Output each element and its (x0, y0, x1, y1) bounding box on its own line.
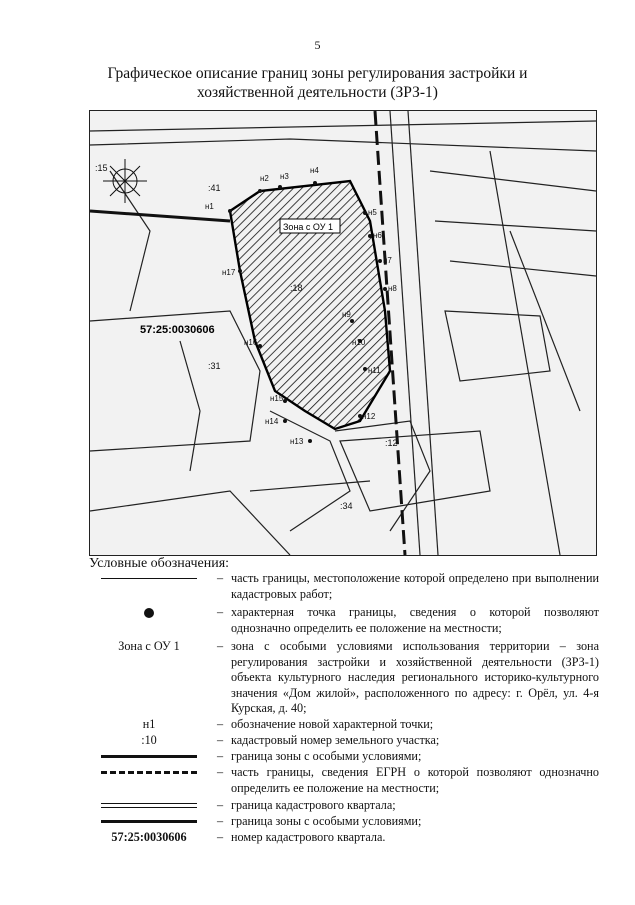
svg-text:н1: н1 (205, 202, 214, 211)
double-line-icon (89, 798, 209, 813)
page-title: Графическое описание границ зоны регулирования застройки и хозяйственной деятельности (ЗРЗ-1) (107, 65, 528, 101)
svg-text:н7: н7 (383, 256, 392, 265)
svg-text:н4: н4 (310, 166, 319, 175)
zone-symbol: Зона с ОУ 1 (118, 639, 180, 653)
svg-text:н14: н14 (265, 417, 279, 426)
quarter-label: 57:25:0030606 (140, 324, 215, 336)
legend-item-quarter-number: 57:25:0030606 – номер кадастрового квартала. (89, 830, 599, 846)
svg-text:н11: н11 (368, 366, 381, 375)
legend-item-parcel-number: :10 – кадастровый номер земельного участка; (89, 733, 599, 749)
dashed-line-icon (89, 765, 209, 780)
svg-text::18: :18 (290, 283, 303, 293)
point-label-symbol: н1 (142, 717, 156, 731)
legend-item-new-point: н1 – обозначение новой характерной точки; (89, 717, 599, 733)
legend-heading: Условные обозначения: (89, 556, 230, 571)
svg-text::41: :41 (208, 183, 221, 193)
svg-text:н3: н3 (280, 172, 289, 181)
svg-text:н9: н9 (342, 310, 351, 319)
svg-text:н16: н16 (244, 338, 258, 347)
cadastral-map (89, 110, 597, 556)
svg-text:н5: н5 (368, 208, 377, 217)
page-number: 5 (314, 38, 321, 52)
quarter-number-symbol: 57:25:0030606 (111, 830, 187, 844)
legend-item-cadastral-works-boundary: – часть границы, местоположение которой определено при выполнении кадастровых работ; (89, 571, 599, 605)
svg-text::15: :15 (95, 163, 108, 173)
svg-text:н12: н12 (362, 412, 376, 421)
svg-text:н2: н2 (260, 174, 269, 183)
zone-label: Зона с ОУ 1 (283, 222, 333, 232)
svg-text:н17: н17 (222, 268, 236, 277)
svg-text::12: :12 (385, 438, 398, 448)
legend (89, 571, 599, 846)
parcel-number-symbol: :10 (141, 733, 157, 747)
legend-item-characteristic-point: – характерная точка границы, сведения о которой позволяют однозначно определить ее положение на местности; (89, 605, 599, 639)
point-icon (89, 605, 209, 620)
svg-text:н13: н13 (290, 437, 304, 446)
thick-line-icon (89, 814, 209, 829)
svg-text:н6: н6 (373, 231, 382, 240)
legend-item-zone: Зона с ОУ 1 – зона с особыми условиями использования территории – зона регулирования застройки и хозяйственной деятельности (ЗРЗ-1) объекта культурного наследия регионального историко-культурного значения «Дом жилой», расположенного по адресу: г. Орёл, ул. 4-я Курская, д. 40; (89, 639, 599, 717)
svg-text:н15: н15 (270, 394, 284, 403)
legend-item-zone-boundary: – граница зоны с особыми условиями; (89, 749, 599, 765)
thick-line-icon (89, 749, 209, 764)
svg-text::34: :34 (340, 501, 353, 511)
legend-item-egrn-boundary: – часть границы, сведения ЕГРН о которой позволяют однозначно определить ее положение на местности; (89, 765, 599, 798)
svg-text:н8: н8 (388, 284, 397, 293)
svg-text:н10: н10 (352, 338, 366, 347)
legend-item-zone-boundary-2: – граница зоны с особыми условиями; (89, 814, 599, 830)
svg-text::31: :31 (208, 361, 221, 371)
thin-line-icon (89, 571, 209, 586)
legend-item-quarter-boundary: – граница кадастрового квартала; (89, 798, 599, 814)
